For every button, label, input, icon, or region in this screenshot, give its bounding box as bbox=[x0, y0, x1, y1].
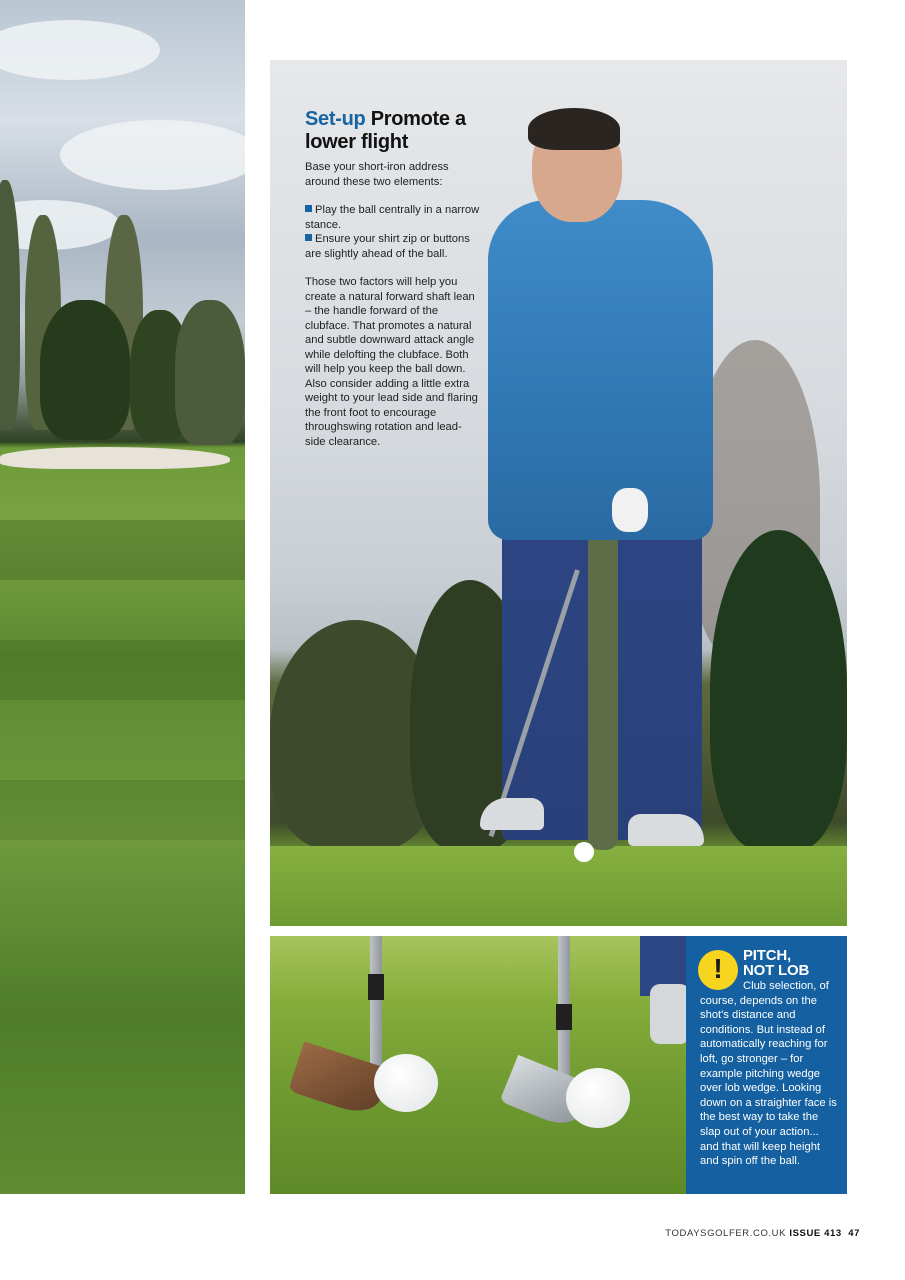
pitch-not-lob-tip bbox=[686, 936, 847, 1194]
setup-heading-accent: Set-up bbox=[305, 108, 366, 130]
square-bullet-icon bbox=[305, 234, 312, 241]
course-photo bbox=[0, 0, 245, 1194]
setup-body: Those two factors will help you create a natural forward shaft lean – the handle forward of the clubface. That promotes a natural and subtle downward attack angle while delofting the clubface. Both will help you keep the ball down. Also consider adding a little extra weight to your lead side and flaring the front foot to encourage throughswing rotation and lead-side clearance. bbox=[305, 276, 478, 448]
wedge-comparison-photo bbox=[270, 936, 686, 1194]
tip-text: Club selection, of course, depends on the shot's distance and conditions. But instead of automatically reaching for loft, go stronger – for example pitching wedge over lob wedge. Looking down on a straighter face is the best way to take the slap out of your action... and that will keep height and spin off the ball. bbox=[700, 980, 837, 1168]
setup-intro: Base your short-iron address around these two elements: bbox=[305, 161, 449, 188]
setup-heading-rest: Promote a lower flight bbox=[305, 108, 466, 153]
page-folio bbox=[665, 1228, 860, 1239]
setup-bullet: Play the ball centrally in a narrow stance. bbox=[305, 204, 480, 231]
issue-number: ISSUE 413 bbox=[789, 1228, 842, 1239]
square-bullet-icon bbox=[305, 205, 312, 212]
setup-article bbox=[305, 108, 480, 449]
setup-heading bbox=[305, 108, 480, 154]
exclamation-icon: ! bbox=[698, 950, 738, 990]
site-url: TODAYSGOLFER.CO.UK bbox=[665, 1228, 787, 1239]
setup-bullet: Ensure your shirt zip or buttons are slightly ahead of the ball. bbox=[305, 233, 470, 260]
page-number: 47 bbox=[848, 1228, 860, 1239]
tip-heading: PITCH, NOT LOB bbox=[743, 947, 810, 979]
